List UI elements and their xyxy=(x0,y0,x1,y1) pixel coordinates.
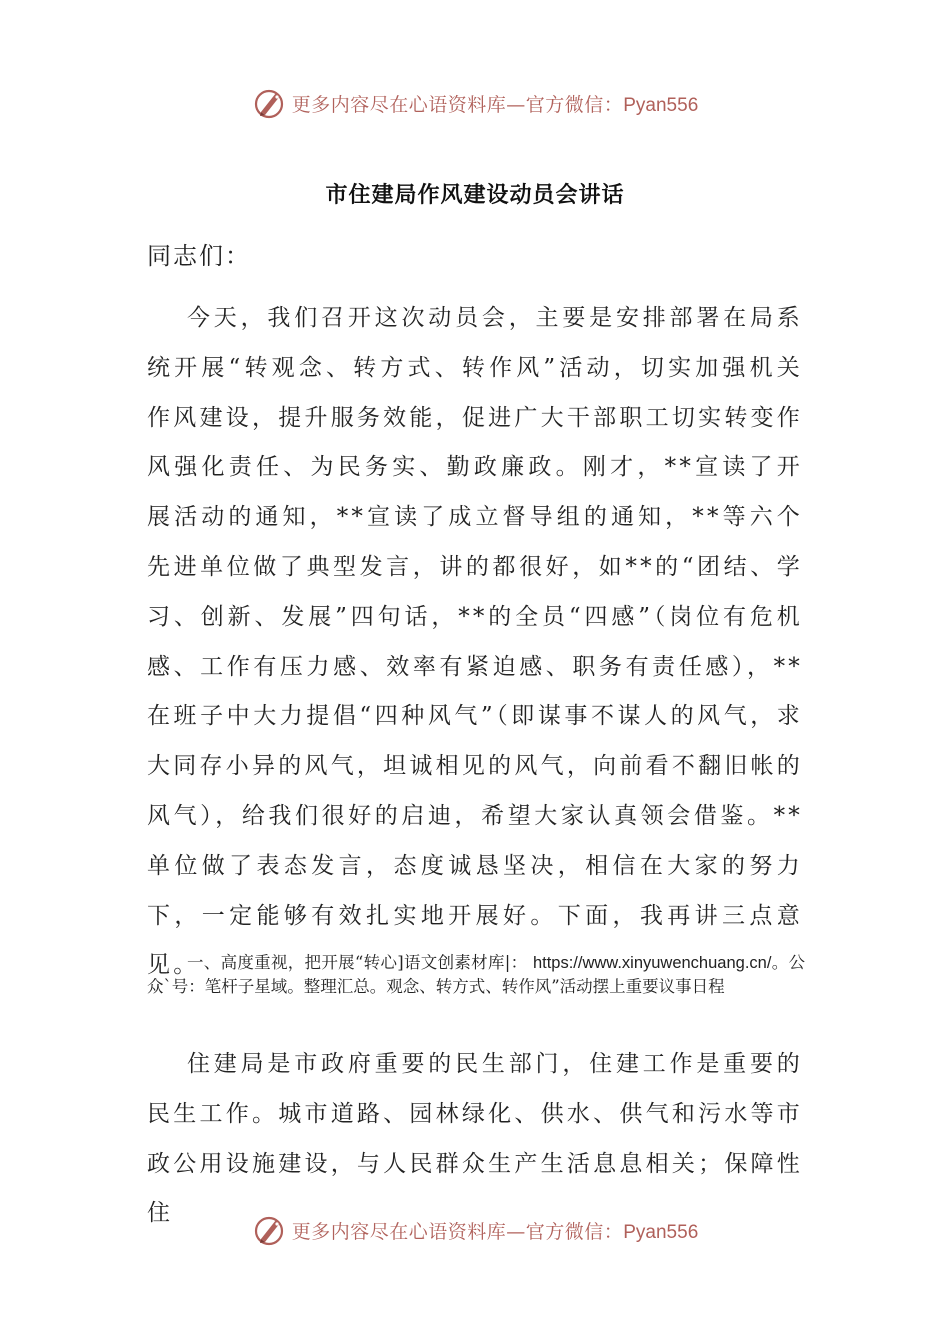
paragraph-intro: 今天，我们召开这次动员会，主要是安排部署在局系统开展“转观念、转方式、转作风”活动，切实加强机关作风建设，提升服务效能，促进广大干部职工切实转变作风强化责任、为民务实、勤政廉政。刚才，**宣读了开展活动的通知，**宣读了成立督导组的通知，**等六个先进单位做了典型发言，讲的都很好，如**的“团结、学习、创新、发展”四句话，**的全员“四感”（岗位有危机感、工作有压力感、效率有紧迫感、职务有责任感），**在班子中大力提倡“四种风气”（即谋事不谋人的风气，求大同存小异的风气，坦诚相见的风气，向前看不翻旧帐的风气），给我们很好的启迪，希望大家认真领会借鉴。**单位做了表态发言，态度诚恳坚决，相信在大家的努力下，一定能够有效扎实地开展好。下面，我再讲三点意见。 xyxy=(147,305,803,979)
salutation: 同志们： xyxy=(147,242,251,270)
source-url-link[interactable]: https://www.xinyuwenchuang.cn/ xyxy=(532,954,772,972)
banner-text: 更多内容尽在心语资料库—官方微信：Pyan556 xyxy=(291,1220,699,1243)
document-title: 市住建局作风建设动员会讲话 xyxy=(325,182,625,208)
pen-logo-icon xyxy=(252,1212,288,1248)
pen-logo-icon xyxy=(252,85,288,121)
header-banner xyxy=(0,83,950,123)
section-heading-1: 一、高度重视，把开展“转心]语文创素材库|： https://www.xinyuwenchuang.cn/。公众`号：笔杆子星域。整理汇总。观念、转方式、转作风”活动摆上重要议事日程 xyxy=(147,953,806,996)
paragraph-section-1: 住建局是市政府重要的民生部门，住建工作是重要的民生工作。城市道路、园林绿化、供水、供气和污水等市政公用设施建设，与人民群众生产生活息息相关；保障性住 xyxy=(147,1051,803,1227)
wechat-id: Pyan556 xyxy=(623,94,699,116)
banner-text: 更多内容尽在心语资料库—官方微信：Pyan556 xyxy=(291,93,699,116)
wechat-id: Pyan556 xyxy=(623,1221,699,1243)
footer-banner xyxy=(0,1210,950,1250)
